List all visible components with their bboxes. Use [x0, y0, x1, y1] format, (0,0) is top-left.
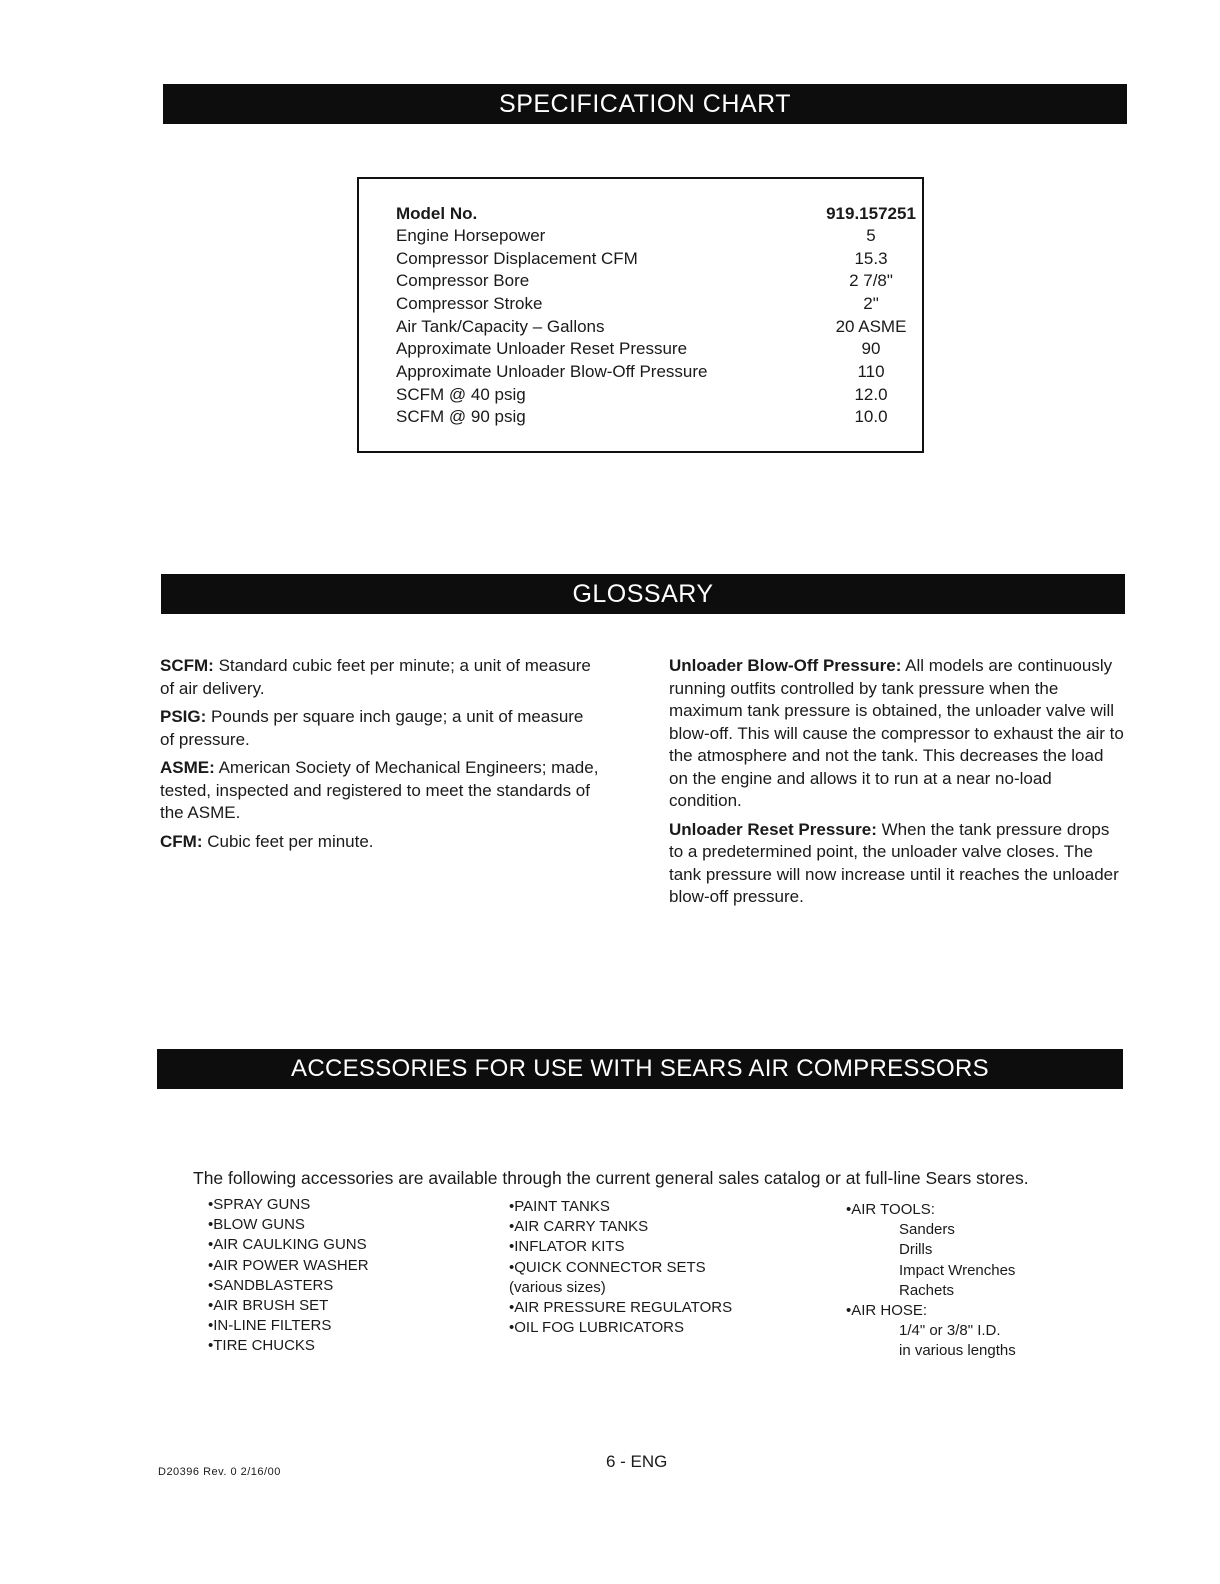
spec-row	[396, 249, 916, 272]
accessory-subitem: Sanders	[899, 1221, 955, 1239]
glossary-entry-blow-off	[669, 655, 1127, 813]
glossary-definition: When the tank pressure drops to a predetermined point, the unloader valve closes. The tank pressure will now increase until it reaches the unloader blow-off pressure.	[669, 819, 1119, 906]
accessory-item: •QUICK CONNECTOR SETS	[509, 1258, 706, 1276]
glossary-entry-psig	[160, 706, 600, 751]
spec-row	[396, 294, 916, 317]
spec-value: 110	[857, 362, 885, 381]
specification-table	[357, 177, 924, 453]
accessory-subitem: 1/4" or 3/8" I.D.	[899, 1322, 1001, 1340]
page-number: 6 - ENG	[606, 1452, 668, 1471]
accessories-column-3	[846, 1200, 1016, 1362]
accessories-heading: ACCESSORIES FOR USE WITH SEARS AIR COMPRESSORS	[157, 1049, 1123, 1089]
spec-row	[396, 339, 916, 362]
spec-label: Compressor Bore	[396, 271, 530, 290]
spec-value: 10.0	[854, 407, 888, 426]
accessory-item-air-tools: •AIR TOOLS:	[846, 1201, 935, 1218]
glossary-definition: Cubic feet per minute.	[207, 831, 374, 851]
glossary-entry-cfm	[160, 831, 600, 854]
glossary-entry-reset	[669, 819, 1127, 909]
spec-label: Engine Horsepower	[396, 226, 546, 245]
accessory-item: •SANDBLASTERS	[208, 1276, 334, 1294]
spec-label: Compressor Stroke	[396, 294, 543, 313]
spec-value: 5	[866, 226, 876, 245]
accessory-item: •BLOW GUNS	[208, 1216, 305, 1234]
accessory-item: •AIR CARRY TANKS	[509, 1218, 649, 1236]
spec-value: 12.0	[854, 385, 888, 404]
glossary-term: PSIG:	[160, 707, 207, 726]
accessories-column-2	[509, 1197, 732, 1338]
accessory-item: •AIR BRUSH SET	[208, 1297, 329, 1315]
spec-value: 20 ASME	[835, 317, 907, 336]
glossary-heading: GLOSSARY	[161, 574, 1125, 614]
accessory-subitem: Rachets	[899, 1281, 955, 1299]
specification-chart-heading: SPECIFICATION CHART	[163, 84, 1127, 124]
spec-label: Compressor Displacement CFM	[396, 249, 638, 268]
glossary-right-column	[669, 655, 1127, 915]
glossary-entry-asme	[160, 757, 600, 825]
accessory-item: •INFLATOR KITS	[509, 1238, 625, 1256]
accessories-column-1	[208, 1195, 369, 1357]
glossary-definition: American Society of Mechanical Engineers; made, tested, inspected and registered to meet the standards of the ASME.	[160, 758, 599, 822]
accessory-item: •PAINT TANKS	[509, 1198, 610, 1215]
spec-value: 2"	[863, 294, 879, 313]
spec-label: SCFM @ 40 psig	[396, 385, 526, 404]
spec-label: Air Tank/Capacity – Gallons	[396, 317, 605, 336]
accessory-item: •IN-LINE FILTERS	[208, 1317, 332, 1335]
spec-row	[396, 317, 916, 340]
accessory-subitem: Drills	[899, 1241, 933, 1259]
spec-row	[396, 362, 916, 385]
glossary-definition: Pounds per square inch gauge; a unit of measure of pressure.	[160, 707, 584, 749]
accessory-item: •TIRE CHUCKS	[208, 1337, 315, 1355]
spec-row	[396, 226, 916, 249]
spec-value: 15.3	[854, 249, 888, 268]
glossary-definition: All models are continuously running outfits controlled by tank pressure when the maximum tank pressure is obtained, the unloader valve will blow-off. This will cause the compressor to exhaust the air to the atmosphere and not the tank. This decreases the load on the engine and allows it to run at a near no-load condition.	[669, 656, 1124, 810]
accessory-item-air-hose: •AIR HOSE:	[846, 1302, 928, 1320]
accessory-subitem: Impact Wrenches	[899, 1261, 1016, 1279]
glossary-definition: Standard cubic feet per minute; a unit of measure of air delivery.	[160, 656, 591, 698]
spec-label: Approximate Unloader Blow-Off Pressure	[396, 362, 708, 381]
spec-value: 919.157251	[826, 204, 916, 223]
glossary-term: Unloader Reset Pressure:	[669, 819, 877, 839]
glossary-term: Unloader Blow-Off Pressure:	[669, 656, 902, 675]
glossary-entry-scfm	[160, 655, 600, 700]
accessory-item: •OIL FOG LUBRICATORS	[509, 1319, 685, 1337]
spec-row	[396, 271, 916, 294]
accessory-item: •AIR PRESSURE REGULATORS	[509, 1299, 733, 1317]
accessory-item: •SPRAY GUNS	[208, 1196, 311, 1213]
accessory-item: (various sizes)	[509, 1278, 606, 1296]
accessory-item: •AIR CAULKING GUNS	[208, 1236, 367, 1254]
spec-value: 90	[861, 339, 881, 358]
document-code: D20396 Rev. 0 2/16/00	[158, 1466, 281, 1478]
spec-label: SCFM @ 90 psig	[396, 407, 526, 426]
spec-value: 2 7/8"	[849, 271, 893, 290]
glossary-term: CFM:	[160, 831, 203, 851]
spec-row	[396, 407, 916, 430]
spec-label: Model No.	[396, 204, 478, 223]
glossary-term: ASME:	[160, 758, 215, 777]
accessory-subitem: in various lengths	[899, 1342, 1016, 1360]
accessories-intro: The following accessories are available through the current general sales catalog or at full-line Sears stores.	[193, 1168, 1029, 1188]
accessory-item: •AIR POWER WASHER	[208, 1256, 369, 1274]
spec-label: Approximate Unloader Reset Pressure	[396, 339, 688, 358]
glossary-left-column	[160, 655, 600, 859]
glossary-term: SCFM:	[160, 656, 214, 675]
spec-row	[396, 385, 916, 408]
spec-row-model	[396, 204, 916, 227]
